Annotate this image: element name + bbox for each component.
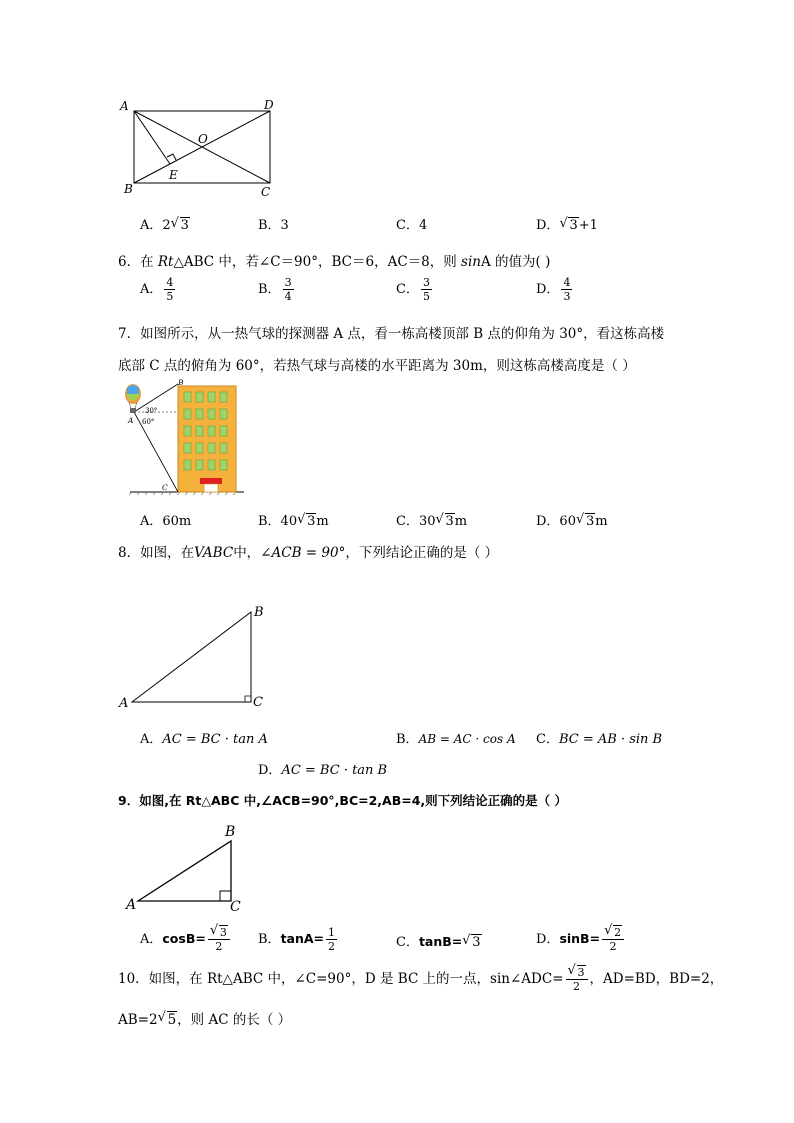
label-a: A	[120, 99, 129, 113]
q6-stem: 6．在 Rt△ABC 中，若∠C＝90°，BC＝6，AC＝8，则 sinA 的值为( )	[118, 254, 551, 270]
q8-option-b[interactable]: B．AB = AC · cos A	[396, 732, 516, 747]
q5-option-a[interactable]: A．2√ 3	[140, 214, 190, 233]
label-d: D	[264, 98, 274, 112]
q7-option-b[interactable]: B．40√ 3m	[258, 510, 329, 529]
q7-option-a[interactable]: A．60m	[140, 514, 192, 529]
label-b: B	[225, 824, 236, 840]
sqrt-symbol: √ 3	[559, 218, 578, 233]
q8-option-c[interactable]: C．BC = AB · sin B	[536, 732, 663, 747]
q9-stem: 9．如图,在 Rt△ABC 中,∠ACB=90°,BC=2,AB=4,则下列结论正确的是（ ）	[118, 793, 568, 808]
q6-option-a[interactable]: A． $\frac{4}{5}$	[140, 276, 174, 303]
label-a: A	[119, 696, 129, 711]
balloon-building-figure	[118, 378, 248, 496]
sqrt-symbol: √ 3	[171, 218, 190, 233]
label-o: O	[198, 132, 208, 146]
q9-option-a[interactable]: A．cosB= √ $\frac{3}{2}$	[140, 926, 232, 953]
q5-option-b[interactable]: B．3	[258, 218, 289, 233]
sqrt-symbol: √ 3	[436, 514, 455, 529]
q8-triangle-figure	[116, 600, 276, 712]
q6-option-c[interactable]: C． $\frac{3}{5}$	[396, 276, 430, 303]
label-b: B	[254, 605, 264, 620]
q7-option-d[interactable]: D．60√ 3m	[536, 510, 608, 529]
label-c: C	[261, 185, 271, 199]
q8-option-d[interactable]: D．AC = BC · tan B	[258, 763, 388, 778]
q8-option-a[interactable]: A．AC = BC · tan A	[140, 732, 268, 747]
label-c: C	[253, 695, 263, 710]
q5-option-c[interactable]: C．4	[396, 218, 428, 233]
q9-triangle-figure	[124, 822, 248, 914]
q10-stem-line2: AB=2√ 5，则 AC 的长（ ）	[118, 1008, 291, 1028]
q6-option-b[interactable]: B． $\frac{3}{4}$	[258, 276, 292, 303]
label-b: B	[124, 182, 133, 196]
q9-option-b[interactable]: B．tanA= $\frac{1}{2}$	[258, 926, 336, 953]
label-a: A	[126, 897, 137, 913]
label-e: E	[169, 168, 178, 182]
q10-stem-line1: 10．如图，在 Rt△ABC 中，∠C=90°，D 是 BC 上的一点，sin∠ADC= √ $\frac{3}{2}$ ，AD=BD，BD=2，	[118, 966, 723, 993]
sqrt-symbol: √ 3	[576, 514, 595, 529]
label-b: B	[178, 378, 184, 387]
q7-stem-line1: 7．如图所示，从一热气球的探测器 A 点，看一栋高楼顶部 B 点的仰角为 30°，看这栋高楼	[118, 326, 665, 342]
q9-option-c[interactable]: C．tanB=√ 3	[396, 931, 482, 950]
label-c: C	[230, 899, 241, 914]
q7-stem-line2: 底部 C 点的俯角为 60°，若热气球与高楼的水平距离为 30m，则这栋高楼高度是（ ）	[118, 358, 636, 374]
sqrt-symbol: √ 3	[297, 514, 316, 529]
q8-stem: 8．如图，在VABC中，∠ACB = 90°，下列结论正确的是（ ）	[118, 545, 499, 561]
rectangle-figure	[112, 94, 282, 200]
q7-option-c[interactable]: C．30√ 3m	[396, 510, 467, 529]
label-a: A	[128, 416, 134, 425]
q9-option-d[interactable]: D．sinB= √ $\frac{2}{2}$	[536, 926, 626, 953]
q5-option-d[interactable]: D．√ 3+1	[536, 214, 598, 233]
angle-60-label: 60°	[142, 418, 155, 426]
angle-30-label: 30°	[145, 407, 158, 415]
label-c: C	[162, 483, 168, 492]
q6-option-d[interactable]: D． $\frac{4}{3}$	[536, 276, 571, 303]
